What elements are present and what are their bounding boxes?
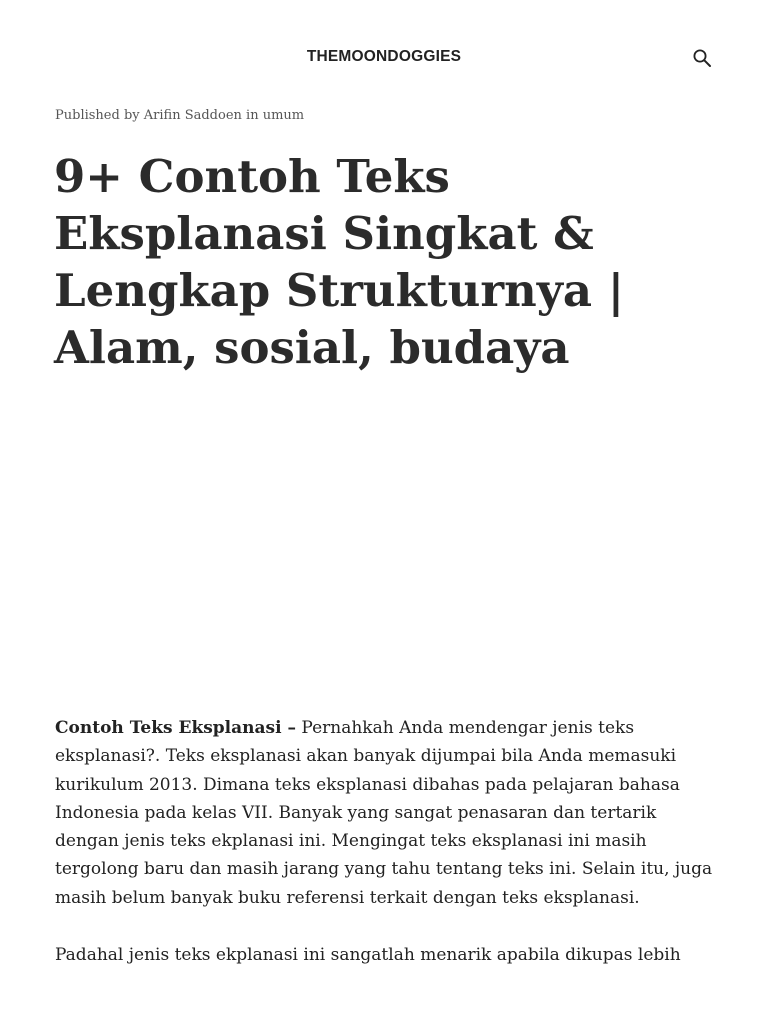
article-title: 9+ Contoh Teks Eksplanasi Singkat & Lengkap Strukturnya | Alam, sosial, budaya [54,150,625,374]
post-meta [55,108,304,123]
paragraph-2: Padahal jenis teks ekplanasi ini sangatlah menarik apabila dikupas lebih [55,945,681,966]
site-header [0,0,768,116]
category-link[interactable]: umum [262,108,305,123]
in-label: in [246,108,259,123]
published-by-label: Published by [55,108,140,123]
search-icon[interactable] [690,46,714,70]
intro-lead: Contoh Teks Eksplanasi – [55,718,296,738]
article-content [55,714,720,998]
intro-paragraph [55,714,720,912]
intro-body: Pernahkah Anda mendengar jenis teks eksplanasi?. Teks eksplanasi akan banyak dijumpai bila Anda memasuki kurikulum 2013. Dimana teks eksplanasi dibahas pada pelajaran bahasa Indonesia pada kelas VII. Banyak yang sangat penasaran dan tertarik dengan jenis teks ekplanasi ini. Mengingat teks eksplanasi ini masih tergolong baru dan masih jarang yang tahu tentang teks ini. Selain itu, juga masih belum banyak buku referensi terkait dengan teks eksplanasi. [55,718,713,908]
site-title-link[interactable]: THEMOONDOGGIES [306,48,462,65]
ad-space [54,400,714,690]
author-link[interactable]: Arifin Saddoen [143,108,242,123]
